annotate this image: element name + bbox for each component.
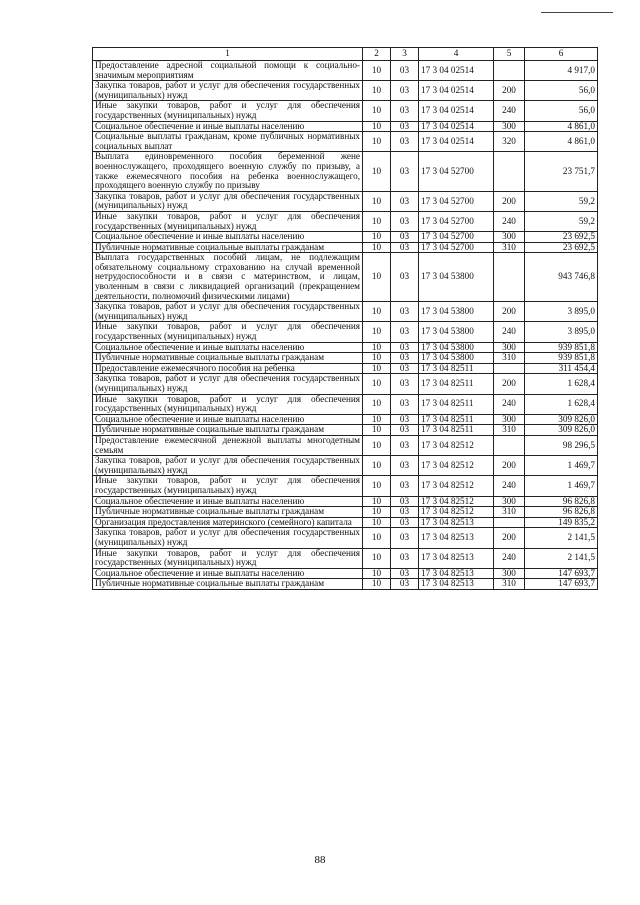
- row-expense-type: 310: [494, 507, 525, 518]
- row-name: Публичные нормативные социальные выплаты гражданам: [93, 242, 363, 253]
- row-expense-type: 240: [494, 211, 525, 231]
- row-target-code: 17 3 04 82511: [419, 363, 494, 374]
- row-section: 10: [363, 121, 391, 132]
- row-expense-type: [494, 152, 525, 191]
- row-name: Иные закупки товаров, работ и услуг для обеспечения государственных (муниципальных) нужд: [93, 101, 363, 121]
- row-amount: 1 628,4: [525, 394, 598, 414]
- table-row: [93, 456, 598, 476]
- row-subsection: 03: [391, 476, 419, 496]
- row-amount: 3 895,0: [525, 302, 598, 322]
- row-section: 10: [363, 414, 391, 425]
- table-row: [93, 191, 598, 211]
- table-row: [93, 528, 598, 548]
- table-row: [93, 121, 598, 132]
- row-name: Организация предоставления материнского (семейного) капитала: [93, 517, 363, 528]
- row-amount: 147 693,7: [525, 568, 598, 579]
- row-amount: 149 835,2: [525, 517, 598, 528]
- table-header-row: [93, 48, 598, 61]
- row-section: 10: [363, 476, 391, 496]
- row-subsection: 03: [391, 101, 419, 121]
- row-expense-type: 240: [494, 476, 525, 496]
- row-amount: 23 692,5: [525, 232, 598, 243]
- row-expense-type: [494, 517, 525, 528]
- row-name: Публичные нормативные социальные выплаты гражданам: [93, 507, 363, 518]
- table-row: [93, 425, 598, 436]
- row-name: Закупка товаров, работ и услуг для обеспечения государственных (муниципальных) нужд: [93, 528, 363, 548]
- row-subsection: 03: [391, 548, 419, 568]
- header-cell: 3: [391, 48, 419, 61]
- table-row: [93, 435, 598, 455]
- row-amount: 98 296,5: [525, 435, 598, 455]
- row-subsection: 03: [391, 579, 419, 590]
- row-expense-type: 310: [494, 579, 525, 590]
- row-section: 10: [363, 363, 391, 374]
- row-target-code: 17 3 04 82512: [419, 496, 494, 507]
- row-name: Закупка товаров, работ и услуг для обеспечения государственных (муниципальных) нужд: [93, 302, 363, 322]
- row-subsection: 03: [391, 322, 419, 342]
- row-target-code: 17 3 04 02514: [419, 101, 494, 121]
- row-subsection: 03: [391, 363, 419, 374]
- row-section: 10: [363, 507, 391, 518]
- row-name: Публичные нормативные социальные выплаты гражданам: [93, 353, 363, 364]
- row-expense-type: 310: [494, 425, 525, 436]
- row-section: 10: [363, 342, 391, 353]
- row-target-code: 17 3 04 53800: [419, 353, 494, 364]
- table-row: [93, 414, 598, 425]
- row-amount: 56,0: [525, 81, 598, 101]
- row-name: Социальное обеспечение и иные выплаты населению: [93, 414, 363, 425]
- table-row: [93, 232, 598, 243]
- row-target-code: 17 3 04 52700: [419, 152, 494, 191]
- row-section: 10: [363, 232, 391, 243]
- row-target-code: 17 3 04 82512: [419, 456, 494, 476]
- row-section: 10: [363, 322, 391, 342]
- row-amount: 2 141,5: [525, 548, 598, 568]
- row-amount: 23 751,7: [525, 152, 598, 191]
- row-section: 10: [363, 253, 391, 302]
- row-target-code: 17 3 04 53800: [419, 302, 494, 322]
- row-section: 10: [363, 61, 391, 81]
- row-target-code: 17 3 04 02514: [419, 61, 494, 81]
- table-row: [93, 507, 598, 518]
- row-target-code: 17 3 04 52700: [419, 232, 494, 243]
- header-cell: 5: [494, 48, 525, 61]
- row-subsection: 03: [391, 496, 419, 507]
- row-name: Предоставление ежемесячного пособия на ребенка: [93, 363, 363, 374]
- row-expense-type: 240: [494, 394, 525, 414]
- row-target-code: 17 3 04 82513: [419, 517, 494, 528]
- row-section: 10: [363, 132, 391, 152]
- header-cell: 1: [93, 48, 363, 61]
- row-subsection: 03: [391, 121, 419, 132]
- row-expense-type: [494, 61, 525, 81]
- row-section: 10: [363, 211, 391, 231]
- row-subsection: 03: [391, 414, 419, 425]
- row-section: 10: [363, 394, 391, 414]
- row-expense-type: 320: [494, 132, 525, 152]
- row-section: 10: [363, 302, 391, 322]
- row-amount: 56,0: [525, 101, 598, 121]
- row-section: 10: [363, 528, 391, 548]
- row-subsection: 03: [391, 302, 419, 322]
- row-name: Публичные нормативные социальные выплаты гражданам: [93, 425, 363, 436]
- row-name: Закупка товаров, работ и услуг для обеспечения государственных (муниципальных) нужд: [93, 374, 363, 394]
- row-subsection: 03: [391, 353, 419, 364]
- table-row: [93, 374, 598, 394]
- row-target-code: 17 3 04 02514: [419, 132, 494, 152]
- row-target-code: 17 3 04 82513: [419, 568, 494, 579]
- row-target-code: 17 3 04 82511: [419, 374, 494, 394]
- row-name: Иные закупки товаров, работ и услуг для обеспечения государственных (муниципальных) нужд: [93, 394, 363, 414]
- row-section: 10: [363, 568, 391, 579]
- page-number: 88: [314, 854, 326, 866]
- row-section: 10: [363, 152, 391, 191]
- row-amount: 59,2: [525, 211, 598, 231]
- row-expense-type: 200: [494, 81, 525, 101]
- row-name: Социальное обеспечение и иные выплаты населению: [93, 342, 363, 353]
- row-expense-type: 300: [494, 232, 525, 243]
- table-row: [93, 517, 598, 528]
- row-expense-type: 200: [494, 456, 525, 476]
- row-section: 10: [363, 517, 391, 528]
- table-row: [93, 253, 598, 302]
- row-name: Социальные выплаты гражданам, кроме публичных нормативных социальных выплат: [93, 132, 363, 152]
- row-target-code: 17 3 04 82513: [419, 548, 494, 568]
- row-target-code: 17 3 04 53800: [419, 253, 494, 302]
- row-target-code: 17 3 04 02514: [419, 121, 494, 132]
- row-subsection: 03: [391, 191, 419, 211]
- row-target-code: 17 3 04 82513: [419, 528, 494, 548]
- row-target-code: 17 3 04 82513: [419, 579, 494, 590]
- table-row: [93, 342, 598, 353]
- row-target-code: 17 3 04 53800: [419, 322, 494, 342]
- row-subsection: 03: [391, 507, 419, 518]
- row-name: Социальное обеспечение и иные выплаты населению: [93, 121, 363, 132]
- row-section: 10: [363, 242, 391, 253]
- row-subsection: 03: [391, 242, 419, 253]
- row-amount: 311 454,4: [525, 363, 598, 374]
- row-amount: 147 693,7: [525, 579, 598, 590]
- row-subsection: 03: [391, 425, 419, 436]
- row-amount: 943 746,8: [525, 253, 598, 302]
- table-row: [93, 302, 598, 322]
- row-subsection: 03: [391, 211, 419, 231]
- row-name: Иные закупки товаров, работ и услуг для обеспечения государственных (муниципальных) нужд: [93, 211, 363, 231]
- table-row: [93, 81, 598, 101]
- row-section: 10: [363, 81, 391, 101]
- row-subsection: 03: [391, 456, 419, 476]
- header-cell: 6: [525, 48, 598, 61]
- row-name: Закупка товаров, работ и услуг для обеспечения государственных (муниципальных) нужд: [93, 81, 363, 101]
- table-row: [93, 394, 598, 414]
- row-target-code: 17 3 04 82512: [419, 476, 494, 496]
- row-target-code: 17 3 04 52700: [419, 211, 494, 231]
- table-row: [93, 353, 598, 364]
- row-amount: 939 851,8: [525, 342, 598, 353]
- row-subsection: 03: [391, 528, 419, 548]
- row-amount: 4 861,0: [525, 121, 598, 132]
- row-subsection: 03: [391, 342, 419, 353]
- row-name: Предоставление ежемесячной денежной выплаты многодетным семьям: [93, 435, 363, 455]
- row-section: 10: [363, 548, 391, 568]
- row-amount: 4 861,0: [525, 132, 598, 152]
- row-expense-type: 200: [494, 374, 525, 394]
- row-amount: 1 469,7: [525, 456, 598, 476]
- row-target-code: 17 3 04 82511: [419, 414, 494, 425]
- row-subsection: 03: [391, 132, 419, 152]
- row-target-code: 17 3 04 82511: [419, 394, 494, 414]
- row-subsection: 03: [391, 517, 419, 528]
- row-expense-type: 300: [494, 568, 525, 579]
- corner-mark: [541, 3, 613, 13]
- row-target-code: 17 3 04 02514: [419, 81, 494, 101]
- row-expense-type: [494, 435, 525, 455]
- row-name: Выплата государственных пособий лицам, не подлежащим обязательному социальному страхованию на случай временной нетрудоспособности и в связи с материнством, и лицам, уволенным в связи с ликвидацией организаций (прекращением деятельности, полномочий физическими лицами): [93, 253, 363, 302]
- row-expense-type: 200: [494, 528, 525, 548]
- row-subsection: 03: [391, 394, 419, 414]
- row-subsection: 03: [391, 435, 419, 455]
- row-name: Иные закупки товаров, работ и услуг для обеспечения государственных (муниципальных) нужд: [93, 476, 363, 496]
- table-body: [93, 61, 598, 590]
- table-row: [93, 242, 598, 253]
- row-subsection: 03: [391, 253, 419, 302]
- row-section: 10: [363, 456, 391, 476]
- row-expense-type: [494, 253, 525, 302]
- table-row: [93, 211, 598, 231]
- row-section: 10: [363, 191, 391, 211]
- row-section: 10: [363, 425, 391, 436]
- row-target-code: 17 3 04 52700: [419, 242, 494, 253]
- table-row: [93, 322, 598, 342]
- row-target-code: 17 3 04 82512: [419, 507, 494, 518]
- row-target-code: 17 3 04 52700: [419, 191, 494, 211]
- row-amount: 59,2: [525, 191, 598, 211]
- row-section: 10: [363, 353, 391, 364]
- row-expense-type: [494, 363, 525, 374]
- row-target-code: 17 3 04 82512: [419, 435, 494, 455]
- row-section: 10: [363, 435, 391, 455]
- table-row: [93, 476, 598, 496]
- row-name: Публичные нормативные социальные выплаты гражданам: [93, 579, 363, 590]
- row-name: Закупка товаров, работ и услуг для обеспечения государственных (муниципальных) нужд: [93, 191, 363, 211]
- row-expense-type: 300: [494, 121, 525, 132]
- budget-table: [92, 47, 598, 590]
- row-expense-type: 200: [494, 302, 525, 322]
- row-amount: 309 826,0: [525, 425, 598, 436]
- header-cell: 4: [419, 48, 494, 61]
- table-row: [93, 496, 598, 507]
- row-name: Иные закупки товаров, работ и услуг для обеспечения государственных (муниципальных) нужд: [93, 322, 363, 342]
- table-row: [93, 61, 598, 81]
- row-subsection: 03: [391, 152, 419, 191]
- row-amount: 96 826,8: [525, 507, 598, 518]
- row-section: 10: [363, 374, 391, 394]
- row-expense-type: 240: [494, 548, 525, 568]
- row-name: Социальное обеспечение и иные выплаты населению: [93, 496, 363, 507]
- row-amount: 1 628,4: [525, 374, 598, 394]
- table-row: [93, 101, 598, 121]
- row-amount: 1 469,7: [525, 476, 598, 496]
- row-expense-type: 200: [494, 191, 525, 211]
- row-name: Социальное обеспечение и иные выплаты населению: [93, 568, 363, 579]
- row-target-code: 17 3 04 53800: [419, 342, 494, 353]
- row-subsection: 03: [391, 568, 419, 579]
- row-name: Выплата единовременного пособия беременной жене военнослужащего, проходящего военную службу по призыву, а также ежемесячного пособия на ребенка военнослужащего, проходящего военную службу по призыву: [93, 152, 363, 191]
- table-row: [93, 363, 598, 374]
- row-expense-type: 310: [494, 242, 525, 253]
- row-subsection: 03: [391, 81, 419, 101]
- header-cell: 2: [363, 48, 391, 61]
- row-expense-type: 310: [494, 353, 525, 364]
- row-amount: 3 895,0: [525, 322, 598, 342]
- table-row: [93, 132, 598, 152]
- row-amount: 309 826,0: [525, 414, 598, 425]
- row-expense-type: 300: [494, 342, 525, 353]
- row-section: 10: [363, 496, 391, 507]
- row-subsection: 03: [391, 61, 419, 81]
- table-row: [93, 548, 598, 568]
- row-name: Иные закупки товаров, работ и услуг для обеспечения государственных (муниципальных) нужд: [93, 548, 363, 568]
- row-amount: 96 826,8: [525, 496, 598, 507]
- row-name: Предоставление адресной социальной помощи к социально-значимым мероприятиям: [93, 61, 363, 81]
- row-expense-type: 240: [494, 322, 525, 342]
- row-subsection: 03: [391, 232, 419, 243]
- row-expense-type: 240: [494, 101, 525, 121]
- row-expense-type: 300: [494, 496, 525, 507]
- table-row: [93, 568, 598, 579]
- row-amount: 23 692,5: [525, 242, 598, 253]
- table-row: [93, 152, 598, 191]
- row-amount: 2 141,5: [525, 528, 598, 548]
- row-section: 10: [363, 101, 391, 121]
- row-name: Закупка товаров, работ и услуг для обеспечения государственных (муниципальных) нужд: [93, 456, 363, 476]
- row-subsection: 03: [391, 374, 419, 394]
- row-name: Социальное обеспечение и иные выплаты населению: [93, 232, 363, 243]
- row-section: 10: [363, 579, 391, 590]
- row-expense-type: 300: [494, 414, 525, 425]
- row-amount: 939 851,8: [525, 353, 598, 364]
- table-row: [93, 579, 598, 590]
- row-amount: 4 917,0: [525, 61, 598, 81]
- row-target-code: 17 3 04 82511: [419, 425, 494, 436]
